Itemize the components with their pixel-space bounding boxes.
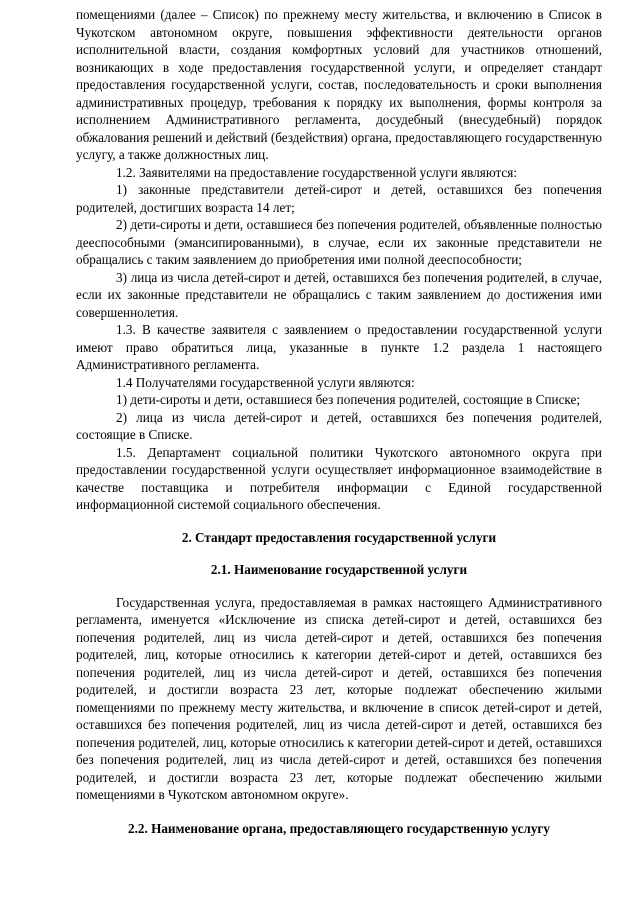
spacer xyxy=(76,546,602,561)
paragraph-1-4: 1.4 Получателями государственной услуги являются: xyxy=(116,374,415,390)
section-2-heading: 2. Стандарт предоставления государственной услуги xyxy=(181,529,497,545)
paragraph-1-5: 1.5. Департамент социальной политики Чукотского автономного округа при предоставлении государственной услуги осуществляет информационное взаимодействие в качестве поставщика и потребителя информации с Единой государственной информационной системой социального обеспечения. xyxy=(76,444,602,512)
paragraph-1-2-item-2: 2) дети-сироты и дети, оставшиеся без попечения родителей, объявленные полностью дееспособными (эмансипированными), в случае, если их законные представители не обращались с таким заявлением до приобретения ими полной дееспособности; xyxy=(76,217,602,267)
spacer xyxy=(76,804,602,820)
spacer xyxy=(76,579,602,594)
paragraph-1-4-item-2: 2) лица из числа детей-сирот и детей, оставшихся без попечения родителей, состоящие в Списке. xyxy=(76,409,602,442)
subsection-2-1-text: Государственная услуга, предоставляемая в рамках настоящего Административного регламента, именуется «Исключение из списка детей-сирот и детей, оставшихся без попечения родителей, лиц из числа детей-сирот и детей, оставшихся без попечения родителей, лиц, которые относились к категории детей-сирот и детей, оставшихся без попечения родителей, лиц из числа детей-сирот и детей, оставшихся без попечения родителей, и достигли возраста 23 лет, которые подлежат обеспечению жилыми помещениями по прежнему месту жительства, и включение в список детей-сирот и детей, оставшихся без попечения родителей, лиц из числа детей-сирот и детей, оставшихся без попечения родителей, лиц, которые относились к категории детей-сирот и детей, оставшихся без попечения родителей, лиц из числа детей-сирот и детей, оставшихся без попечения родителей, и достигли возраста 23 лет, которые подлежат обеспечению жилыми помещениями в Чукотском автономном округе». xyxy=(76,594,602,802)
paragraph-1-2-item-1: 1) законные представители детей-сирот и детей, оставшихся без попечения родителей, достигших возраста 14 лет; xyxy=(76,182,602,215)
paragraph-1-2: 1.2. Заявителями на предоставление государственной услуги являются: xyxy=(116,164,518,180)
spacer xyxy=(76,514,602,529)
subsection-2-2-heading: 2.2. Наименование органа, предоставляющего государственную услугу xyxy=(127,820,551,836)
paragraph-1-3: 1.3. В качестве заявителя с заявлением о предоставлении государственной услуги имеют право обратиться лица, указанные в пункте 1.2 раздела 1 настоящего Административного регламента. xyxy=(76,322,602,372)
paragraph-1-4-item-1: 1) дети-сироты и дети, оставшиеся без попечения родителей, состоящие в Списке; xyxy=(116,392,581,407)
paragraph-1-2-item-3: 3) лица из числа детей-сирот и детей, оставшихся без попечения родителей, в случае, если их законные представители не обращались с таким заявлением до достижения ими совершеннолетия. xyxy=(76,269,602,320)
paragraph-intro-continuation: помещениями (далее – Список) по прежнему месту жительства, и включению в Список в Чукотском автономном округе, повышения эффективности деятельности органов исполнительной власти, создания комфортных условий для участников отношений, возникающих в ходе предоставления государственной услуги, и определяет стандарт предоставления государственной услуги, состав, последовательность и сроки выполнения административных процедур, требования к порядку их выполнения, формы контроля за исполнением Административного регламента, досудебный (внесудебный) порядок обжалования решений и действий (бездействия) органа, предоставляющего государственную услугу, а также должностных лиц. xyxy=(76,7,602,162)
subsection-2-1-heading: 2.1. Наименование государственной услуги xyxy=(210,562,468,577)
